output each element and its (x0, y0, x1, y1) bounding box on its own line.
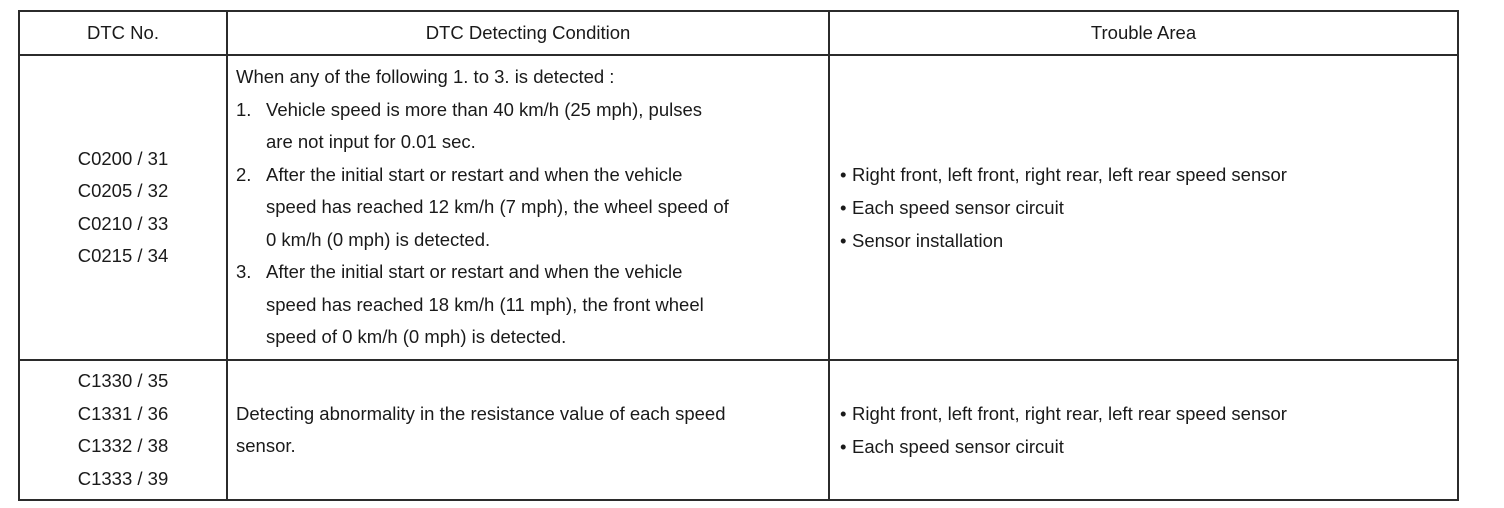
bullet-icon: • (840, 436, 847, 457)
trouble-item (840, 397, 1457, 430)
condition-number: 1. (236, 98, 252, 120)
dtc-code: C0205 / 32 (77, 180, 169, 201)
condition-number: 3. (236, 261, 252, 283)
condition-line: Vehicle speed is more than 40 km/h (25 mph), pulses (266, 98, 703, 120)
header-row (19, 11, 1458, 55)
dtc-code: C0200 / 31 (77, 147, 169, 169)
bullet-icon: • (840, 164, 847, 185)
condition-intro: When any of the following 1. to 3. is detected : (236, 66, 615, 88)
condition-line: speed has reached 18 km/h (11 mph), the front wheel (266, 293, 704, 315)
trouble-text: Each speed sensor circuit (852, 197, 1064, 218)
dtc-code: C0215 / 34 (77, 245, 169, 266)
dtc-code: C0210 / 33 (77, 212, 169, 234)
condition-line: are not input for 0.01 sec. (266, 131, 476, 153)
trouble-area-cell (829, 55, 1458, 360)
condition-item (236, 159, 822, 257)
table-row (19, 360, 1458, 500)
header-detecting-condition: DTC Detecting Condition (227, 11, 829, 55)
condition-line: Detecting abnormality in the resistance value of each speed (236, 402, 726, 424)
condition-line: speed has reached 12 km/h (7 mph), the wheel speed of (266, 196, 729, 218)
trouble-text: Right front, left front, right rear, left rear speed sensor (852, 164, 1287, 185)
dtc-table (18, 10, 1459, 501)
condition-cell (227, 55, 829, 360)
trouble-text: Right front, left front, right rear, left rear speed sensor (852, 403, 1287, 424)
dtc-code: C1330 / 35 (77, 370, 169, 391)
dtc-codes-cell (19, 360, 227, 500)
trouble-text: Each speed sensor circuit (852, 436, 1064, 457)
trouble-text: Sensor installation (852, 230, 1004, 251)
trouble-item (840, 224, 1457, 257)
header-dtc-no: DTC No. (19, 11, 227, 55)
bullet-icon: • (840, 403, 847, 424)
condition-line: After the initial start or restart and when the vehicle (266, 261, 683, 283)
dtc-code: C1332 / 38 (77, 435, 169, 456)
dtc-code: C1331 / 36 (77, 402, 169, 424)
condition-text (266, 94, 822, 159)
dtc-code: C1333 / 39 (77, 467, 169, 489)
condition-number: 2. (236, 163, 252, 185)
header-trouble-area: Trouble Area (829, 11, 1458, 55)
condition-line: speed of 0 km/h (0 mph) is detected. (266, 326, 567, 348)
trouble-item (840, 191, 1457, 224)
condition-line: sensor. (236, 435, 296, 456)
condition-line: 0 km/h (0 mph) is detected. (266, 228, 491, 250)
trouble-item (840, 158, 1457, 191)
dtc-codes-cell (19, 55, 227, 360)
trouble-area-cell (829, 360, 1458, 500)
condition-cell (227, 360, 829, 500)
bullet-icon: • (840, 230, 847, 251)
condition-item (236, 256, 822, 354)
condition-item (236, 94, 822, 159)
bullet-icon: • (840, 197, 847, 218)
condition-line: After the initial start or restart and when the vehicle (266, 163, 683, 185)
table-row (19, 55, 1458, 360)
condition-text (266, 159, 822, 257)
trouble-item (840, 430, 1457, 463)
condition-text (266, 256, 822, 354)
